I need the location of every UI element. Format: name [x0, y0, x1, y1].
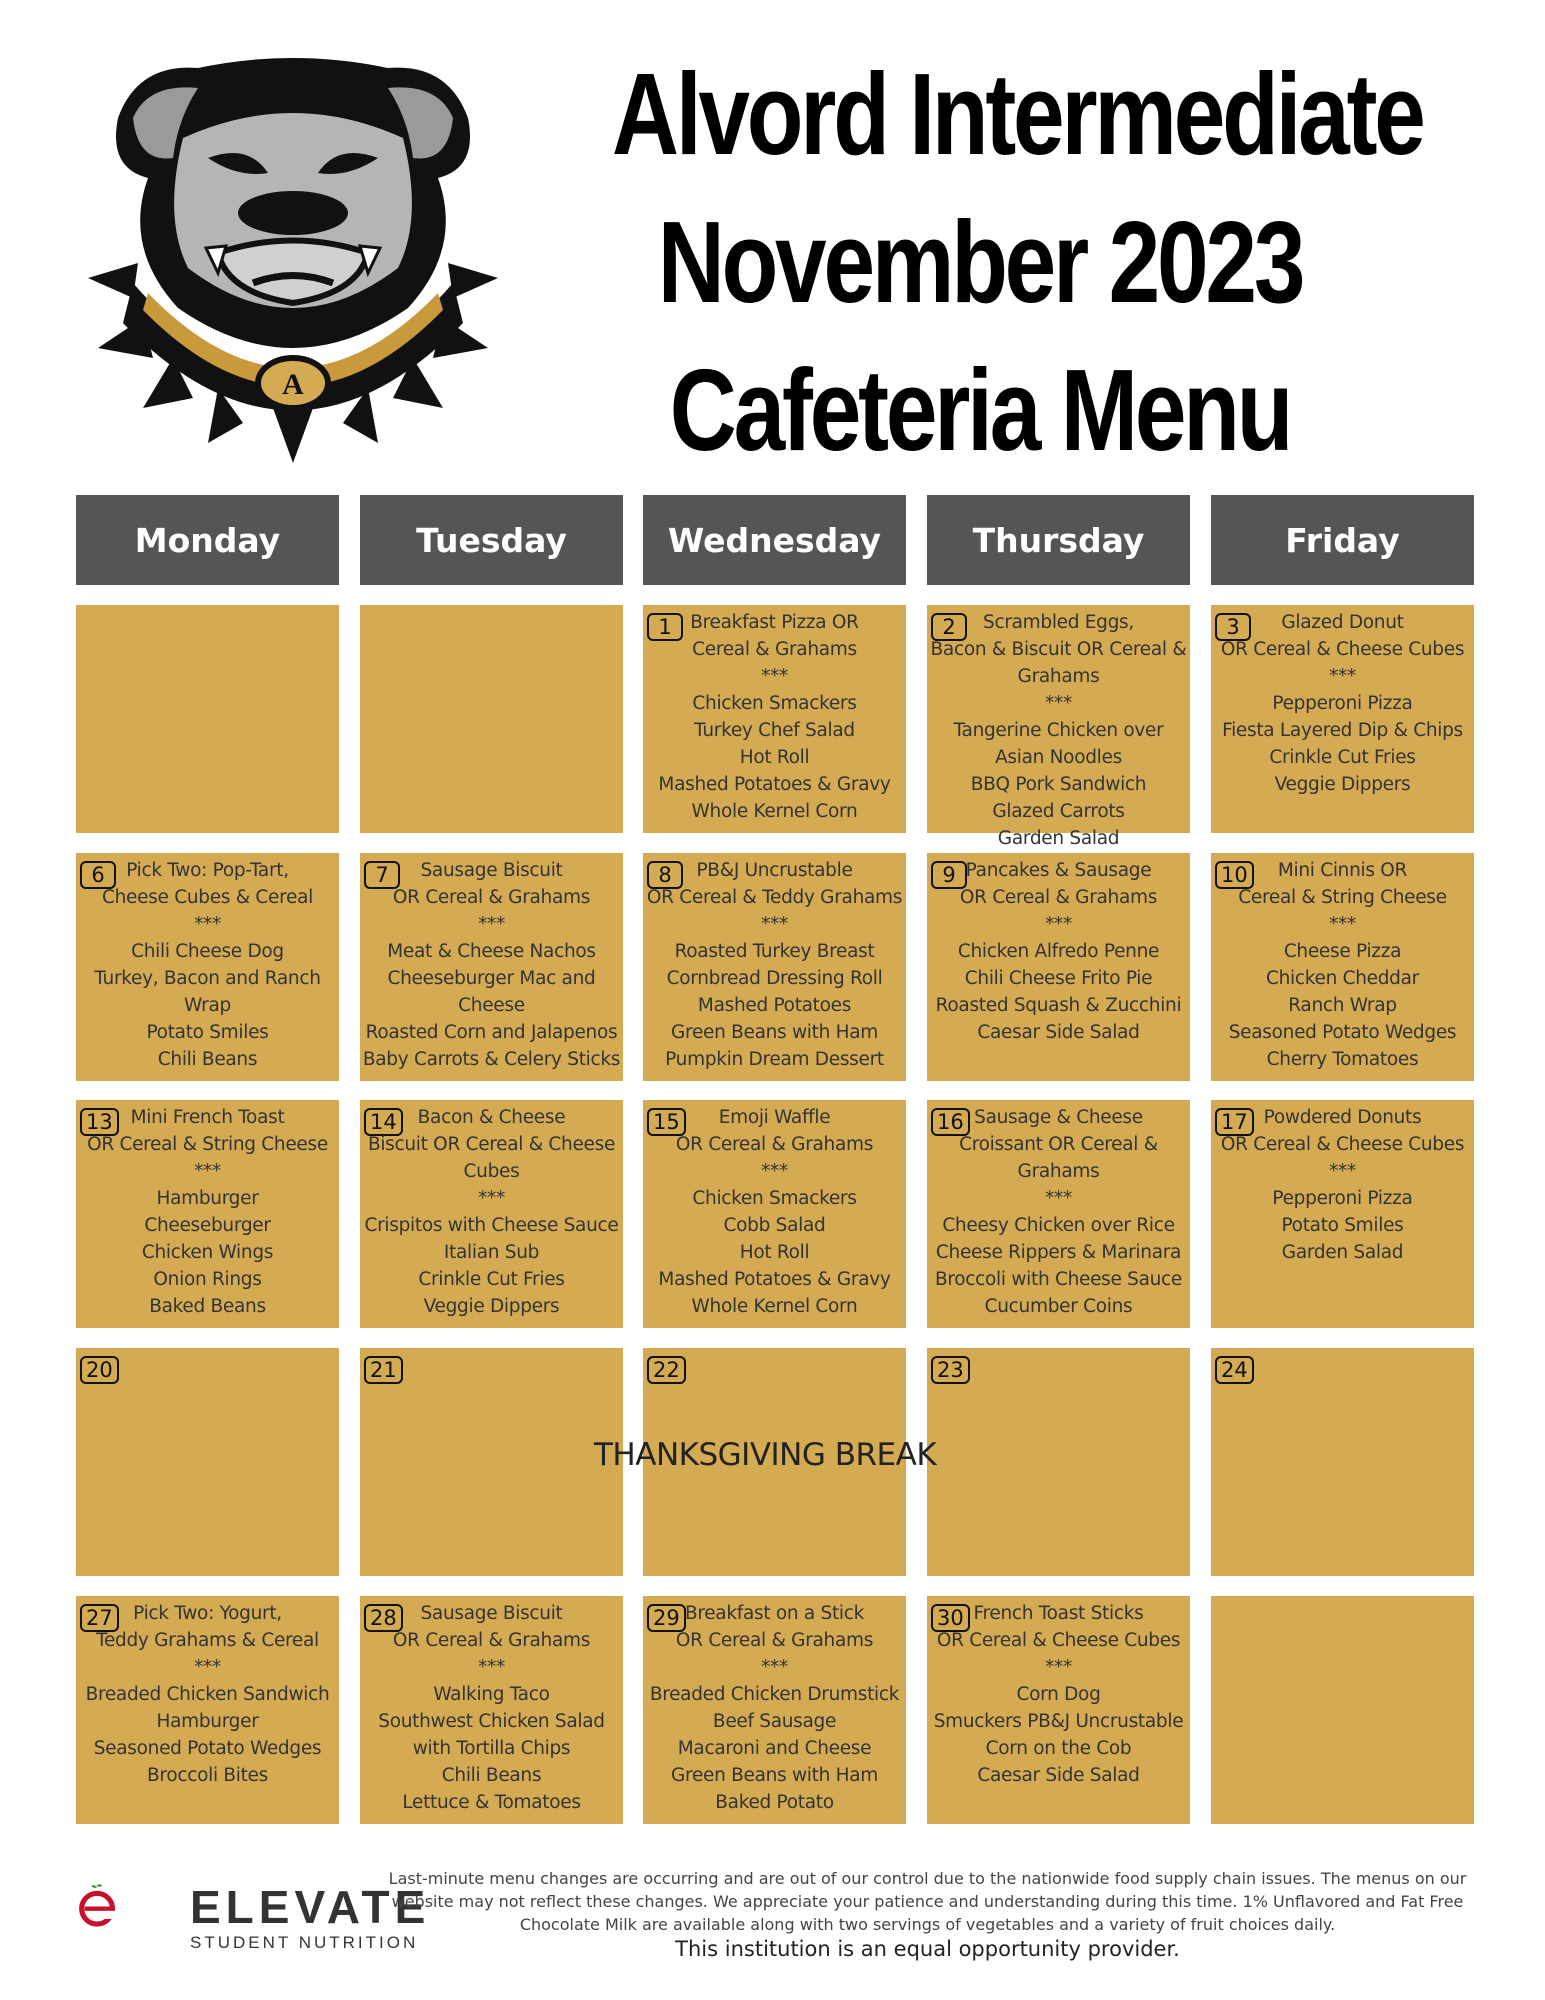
menu-day-cell — [1211, 853, 1474, 1081]
day-number: 3 — [1215, 613, 1251, 641]
menu-item-line: *** — [1045, 693, 1072, 714]
menu-item-line: Onion Rings — [153, 1269, 262, 1290]
menu-day-cell — [360, 1348, 623, 1576]
menu-day-cell — [360, 853, 623, 1081]
menu-item-line: Pick Two: Yogurt, — [133, 1603, 282, 1624]
menu-item-line: Chicken Alfredo Penne — [957, 941, 1160, 962]
menu-item-line: OR Cereal & Grahams — [675, 1630, 874, 1651]
day-header-friday: Friday — [1211, 495, 1474, 585]
menu-item-line: *** — [1045, 914, 1072, 935]
menu-item-line: Cheeseburger Mac and — [387, 968, 596, 989]
menu-item-line: Cubes — [463, 1161, 520, 1182]
thanksgiving-break-label: THANKSGIVING BREAK — [594, 1437, 937, 1473]
menu-day-cell — [1211, 605, 1474, 833]
menu-item-line: OR Cereal & Teddy Grahams — [646, 887, 903, 908]
menu-item-line: Bacon & Biscuit OR Cereal & — [930, 639, 1187, 660]
menu-item-line: Cheese Cubes & Cereal — [102, 887, 313, 908]
menu-item-line: Roasted Squash & Zucchini — [935, 995, 1182, 1016]
day-header-thursday: Thursday — [927, 495, 1190, 585]
menu-items — [360, 857, 623, 1073]
menu-item-line: *** — [1045, 1188, 1072, 1209]
menu-item-line: Crispitos with Cheese Sauce — [364, 1215, 619, 1236]
menu-item-line: Potato Smiles — [146, 1022, 269, 1043]
menu-item-line: Whole Kernel Corn — [691, 801, 858, 822]
menu-item-line: Cheese — [458, 995, 525, 1016]
menu-item-line: Veggie Dippers — [1274, 774, 1411, 795]
menu-item-line: Roasted Turkey Breast — [674, 941, 875, 962]
menu-item-line: Chili Beans — [157, 1049, 258, 1070]
day-number: 27 — [80, 1604, 119, 1632]
menu-item-line: Turkey Chef Salad — [694, 720, 855, 741]
menu-item-line: *** — [194, 1657, 221, 1678]
day-number: 28 — [364, 1604, 403, 1632]
day-number: 15 — [647, 1108, 686, 1136]
menu-item-line: Pepperoni Pizza — [1272, 1188, 1413, 1209]
menu-item-line: Croissant OR Cereal & — [959, 1134, 1158, 1155]
day-number: 2 — [931, 613, 967, 641]
menu-item-line: Cereal & String Cheese — [1238, 887, 1447, 908]
day-number: 8 — [647, 861, 683, 889]
menu-item-line: Emoji Waffle — [718, 1107, 831, 1128]
menu-day-cell — [643, 1596, 906, 1824]
menu-item-line: Chili Cheese Dog — [131, 941, 284, 962]
menu-item-line: Sausage Biscuit — [420, 1603, 563, 1624]
menu-item-line: *** — [761, 1161, 788, 1182]
day-header-tuesday: Tuesday — [360, 495, 623, 585]
collar-letter: A — [282, 368, 304, 401]
menu-day-cell — [643, 605, 906, 833]
menu-item-line: PB&J Uncrustable — [696, 860, 853, 881]
menu-items — [76, 857, 339, 1073]
menu-item-line: Hamburger — [156, 1711, 259, 1732]
menu-item-line: *** — [478, 1188, 505, 1209]
page-title — [612, 40, 1423, 484]
menu-day-cell — [360, 605, 623, 833]
menu-item-line: Cheeseburger — [144, 1215, 271, 1236]
menu-day-cell — [927, 1348, 1190, 1576]
menu-item-line: Potato Smiles — [1281, 1215, 1404, 1236]
menu-item-line: Southwest Chicken Salad — [378, 1711, 605, 1732]
menu-item-line: Roasted Corn and Jalapenos — [365, 1022, 618, 1043]
menu-day-cell — [76, 853, 339, 1081]
menu-item-line: Corn Dog — [1016, 1684, 1101, 1705]
menu-item-line: Grahams — [1017, 666, 1100, 687]
menu-item-line: Caesar Side Salad — [977, 1765, 1140, 1786]
title-line-school: Alvord Intermediate — [612, 49, 1423, 179]
menu-item-line: Teddy Grahams & Cereal — [96, 1630, 319, 1651]
day-number: 24 — [1215, 1356, 1254, 1384]
menu-item-line: Ranch Wrap — [1288, 995, 1397, 1016]
menu-item-line: Mini Cinnis OR — [1277, 860, 1408, 881]
menu-item-line: Asian Noodles — [995, 747, 1122, 768]
menu-item-line: Corn on the Cob — [985, 1738, 1132, 1759]
menu-item-line: OR Cereal & Grahams — [392, 887, 591, 908]
menu-item-line: Fiesta Layered Dip & Chips — [1222, 720, 1463, 741]
menu-items — [76, 1104, 339, 1320]
day-number: 20 — [80, 1356, 119, 1384]
menu-item-line: *** — [194, 914, 221, 935]
day-number: 30 — [931, 1604, 970, 1632]
menu-item-line: Wrap — [184, 995, 231, 1016]
title-line-month: November 2023 — [657, 197, 1303, 327]
menu-item-line: Caesar Side Salad — [977, 1022, 1140, 1043]
menu-item-line: *** — [761, 666, 788, 687]
menu-item-line: Sausage & Cheese — [974, 1107, 1143, 1128]
day-number: 6 — [80, 861, 116, 889]
disclaimer-text: Last-minute menu changes are occurring and are out of our control due to the nationwide food supply chain issues. The menus on our website may not reflect these changes. We appreciate your patience and understanding during this time. 1% Unflavored and Fat Free Chocolate Milk are available along with two servings of vegetables and a variety of fruit choices daily. — [388, 1869, 1467, 1934]
menu-item-line: Breakfast on a Stick — [684, 1603, 865, 1624]
menu-item-line: *** — [1329, 666, 1356, 687]
menu-item-line: Pepperoni Pizza — [1272, 693, 1413, 714]
menu-item-line: *** — [478, 914, 505, 935]
menu-item-line: Hamburger — [156, 1188, 259, 1209]
menu-day-cell — [927, 605, 1190, 849]
menu-item-line: Breaded Chicken Sandwich — [85, 1684, 330, 1705]
menu-items — [76, 1600, 339, 1789]
menu-item-line: Crinkle Cut Fries — [1269, 747, 1416, 768]
day-header-monday: Monday — [76, 495, 339, 585]
menu-item-line: Seasoned Potato Wedges — [93, 1738, 322, 1759]
menu-item-line: Turkey, Bacon and Ranch — [94, 968, 321, 989]
menu-item-line: Cobb Salad — [723, 1215, 826, 1236]
menu-item-line: Green Beans with Ham — [671, 1765, 878, 1786]
menu-item-line: Chicken Wings — [141, 1242, 274, 1263]
menu-item-line: Bacon & Cheese — [417, 1107, 566, 1128]
menu-item-line: Crinkle Cut Fries — [418, 1269, 565, 1290]
menu-item-line: Pancakes & Sausage — [965, 860, 1152, 881]
menu-item-line: Garden Salad — [997, 828, 1120, 849]
menu-item-line: Breaded Chicken Drumstick — [649, 1684, 900, 1705]
menu-item-line: BBQ Pork Sandwich — [970, 774, 1147, 795]
menu-item-line: Walking Taco — [433, 1684, 550, 1705]
menu-items — [1211, 609, 1474, 798]
menu-item-line: Mashed Potatoes & Gravy — [658, 1269, 891, 1290]
menu-item-line: Veggie Dippers — [423, 1296, 560, 1317]
menu-day-cell — [1211, 1348, 1474, 1576]
menu-items — [927, 857, 1190, 1046]
menu-item-line: Mini French Toast — [130, 1107, 285, 1128]
day-number: 23 — [931, 1356, 970, 1384]
menu-day-cell — [360, 1100, 623, 1328]
menu-item-line: Scrambled Eggs, — [983, 612, 1134, 633]
menu-item-line: Broccoli Bites — [147, 1765, 268, 1786]
menu-item-line: *** — [1329, 1161, 1356, 1182]
day-number: 1 — [647, 613, 683, 641]
menu-item-line: Hot Roll — [739, 747, 810, 768]
menu-items — [1211, 1104, 1474, 1266]
menu-day-cell — [1211, 1100, 1474, 1328]
menu-item-line: Mashed Potatoes & Gravy — [658, 774, 891, 795]
menu-day-cell — [360, 1596, 623, 1824]
menu-item-line: Tangerine Chicken over — [953, 720, 1164, 741]
menu-item-line: Breakfast Pizza OR — [690, 612, 859, 633]
menu-items — [360, 1104, 623, 1320]
menu-item-line: Beef Sausage — [712, 1711, 837, 1732]
elevate-logo-icon — [78, 1845, 188, 1965]
menu-item-line: OR Cereal & Grahams — [959, 887, 1158, 908]
menu-item-line: OR Cereal & String Cheese — [87, 1134, 328, 1155]
menu-item-line: Sausage Biscuit — [420, 860, 563, 881]
menu-item-line: Seasoned Potato Wedges — [1228, 1022, 1457, 1043]
menu-item-line: Baked Beans — [149, 1296, 266, 1317]
menu-item-line: Biscuit OR Cereal & Cheese — [367, 1134, 616, 1155]
menu-item-line: Powdered Donuts — [1263, 1107, 1422, 1128]
day-header-wednesday: Wednesday — [643, 495, 906, 585]
menu-items — [927, 1600, 1190, 1789]
day-number: 17 — [1215, 1108, 1254, 1136]
menu-item-line: OR Cereal & Grahams — [392, 1630, 591, 1651]
menu-item-line: Glazed Carrots — [992, 801, 1125, 822]
menu-item-line: Baked Potato — [715, 1792, 834, 1813]
menu-item-line: Chili Beans — [441, 1765, 542, 1786]
menu-item-line: Mashed Potatoes — [697, 995, 852, 1016]
menu-item-line: *** — [761, 914, 788, 935]
menu-item-line: Smuckers PB&J Uncrustable — [933, 1711, 1184, 1732]
menu-items — [360, 1600, 623, 1816]
logo-subtitle: STUDENT NUTRITION — [190, 1933, 419, 1952]
menu-item-line: OR Cereal & Cheese Cubes — [1220, 1134, 1465, 1155]
menu-item-line: Cereal & Grahams — [692, 639, 857, 660]
menu-item-line: *** — [1329, 914, 1356, 935]
day-number: 7 — [364, 861, 400, 889]
menu-item-line: with Tortilla Chips — [412, 1738, 571, 1759]
menu-item-line: Broccoli with Cheese Sauce — [934, 1269, 1183, 1290]
menu-day-cell — [927, 853, 1190, 1081]
menu-day-cell — [76, 605, 339, 833]
menu-item-line: Cucumber Coins — [984, 1296, 1133, 1317]
menu-items — [927, 609, 1190, 852]
day-number: 29 — [647, 1604, 686, 1632]
menu-items — [643, 609, 906, 825]
menu-item-line: Chicken Smackers — [692, 693, 857, 714]
day-number: 21 — [364, 1356, 403, 1384]
menu-item-line: Cherry Tomatoes — [1266, 1049, 1419, 1070]
menu-item-line: Chicken Cheddar — [1266, 968, 1419, 989]
menu-item-line: *** — [478, 1657, 505, 1678]
menu-day-cell — [643, 1100, 906, 1328]
menu-item-line: Garden Salad — [1281, 1242, 1404, 1263]
menu-day-cell — [927, 1596, 1190, 1824]
menu-item-line: *** — [194, 1161, 221, 1182]
menu-item-line: Macaroni and Cheese — [677, 1738, 872, 1759]
menu-item-line: Italian Sub — [443, 1242, 540, 1263]
equal-opportunity-statement: This institution is an equal opportunity provider. — [675, 1937, 1180, 1961]
menu-item-line: OR Cereal & Cheese Cubes — [1220, 639, 1465, 660]
menu-item-line: *** — [761, 1657, 788, 1678]
menu-item-line: Baby Carrots & Celery Sticks — [362, 1049, 621, 1070]
menu-item-line: Green Beans with Ham — [671, 1022, 878, 1043]
menu-day-cell — [76, 1596, 339, 1824]
menu-day-cell — [927, 1100, 1190, 1328]
day-number: 14 — [364, 1108, 403, 1136]
menu-item-line: French Toast Sticks — [973, 1603, 1144, 1624]
menu-items — [1211, 857, 1474, 1073]
menu-item-line: OR Cereal & Cheese Cubes — [936, 1630, 1181, 1651]
menu-item-line: Grahams — [1017, 1161, 1100, 1182]
menu-items — [643, 1104, 906, 1320]
day-number: 9 — [931, 861, 967, 889]
menu-item-line: Cheese Pizza — [1283, 941, 1402, 962]
menu-day-cell — [643, 853, 906, 1081]
menu-item-line: Cornbread Dressing Roll — [666, 968, 883, 989]
menu-day-cell — [76, 1348, 339, 1576]
menu-items — [927, 1104, 1190, 1320]
day-number: 22 — [647, 1356, 686, 1384]
menu-item-line: OR Cereal & Grahams — [675, 1134, 874, 1155]
logo-wordmark: ELEVATE — [190, 1881, 431, 1933]
menu-item-line: Glazed Donut — [1281, 612, 1404, 633]
menu-day-cell — [76, 1100, 339, 1328]
menu-item-line: *** — [1045, 1657, 1072, 1678]
menu-items — [643, 1600, 906, 1816]
menu-item-line: Pick Two: Pop-Tart, — [126, 860, 289, 881]
menu-item-line: Hot Roll — [739, 1242, 810, 1263]
bulldog-mascot-icon — [78, 48, 508, 468]
menu-item-line: Meat & Cheese Nachos — [387, 941, 596, 962]
menu-item-line: Lettuce & Tomatoes — [402, 1792, 581, 1813]
menu-item-line: Chili Cheese Frito Pie — [964, 968, 1153, 989]
day-number: 13 — [80, 1108, 119, 1136]
menu-item-line: Cheese Rippers & Marinara — [935, 1242, 1182, 1263]
title-line-menu: Cafeteria Menu — [669, 345, 1291, 475]
menu-day-cell — [1211, 1596, 1474, 1824]
day-number: 16 — [931, 1108, 970, 1136]
menu-item-line: Pumpkin Dream Dessert — [665, 1049, 884, 1070]
menu-item-line: Cheesy Chicken over Rice — [942, 1215, 1175, 1236]
menu-item-line: Chicken Smackers — [692, 1188, 857, 1209]
menu-items — [643, 857, 906, 1073]
menu-item-line: Whole Kernel Corn — [691, 1296, 858, 1317]
day-number: 10 — [1215, 861, 1254, 889]
